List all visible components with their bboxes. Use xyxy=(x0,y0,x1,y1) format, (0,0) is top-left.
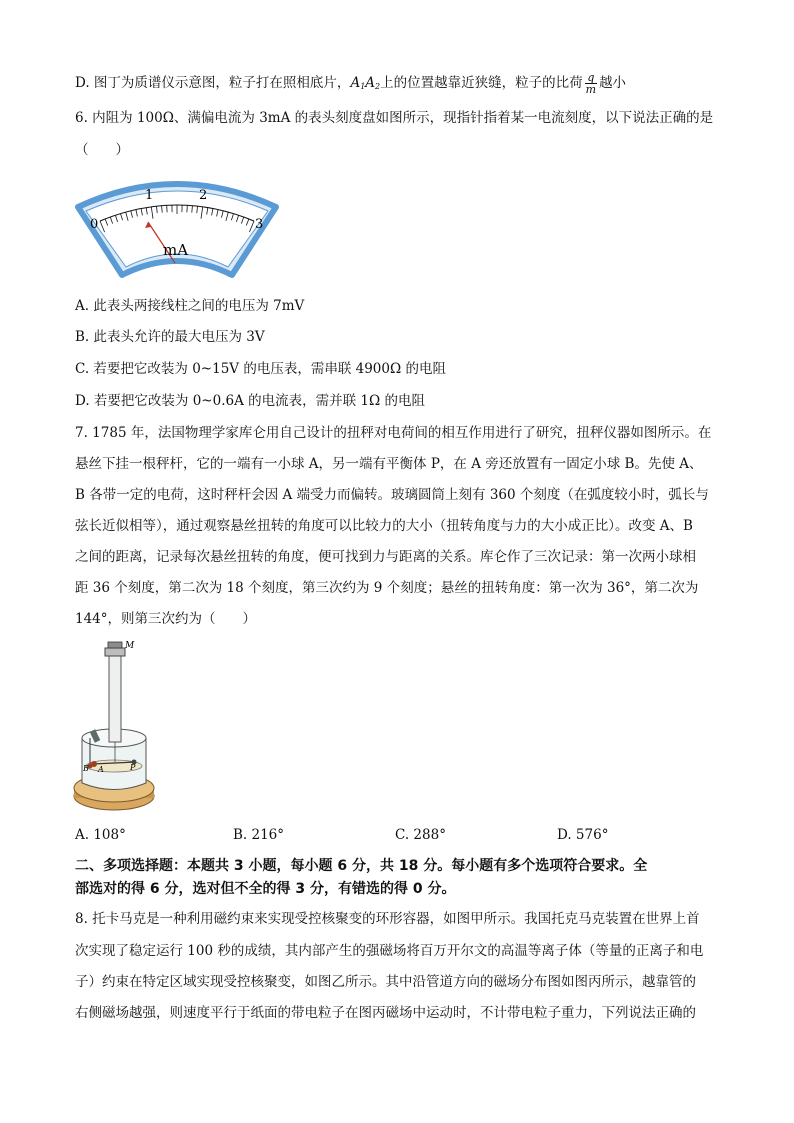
q8-line-1: 8. 托卡马克是一种利用磁约束来实现受控核聚变的环形容器，如图甲所示。我国托克马克装置在世界上首 xyxy=(75,911,700,927)
q7-line-7: 144°，则第三次约为（ ） xyxy=(75,611,257,627)
section-2-heading-line-1: 二、多项选择题：本题共 3 小题，每小题 6 分，共 18 分。每小题有多个选项符合要求。全 xyxy=(75,858,648,874)
q5-option-d xyxy=(75,72,626,96)
charge-mass-fraction xyxy=(585,72,597,95)
q6-answer-paren: （ ） xyxy=(75,142,129,158)
tick-label-3: 3 xyxy=(255,217,264,232)
q7-line-2: 悬丝下挂一根秤杆，它的一端有一小球 A，另一端有平衡体 P，在 A 旁还放置有一固定小球 B。先使 A、 xyxy=(75,456,703,472)
label-a: A xyxy=(98,765,104,774)
tick-label-0: 0 xyxy=(90,217,99,232)
frac-denominator: m xyxy=(585,83,597,96)
q5d-mid: 上的位置越靠近狭缝，粒子的比荷 xyxy=(380,75,583,91)
q8-line-4: 右侧磁场越强，则速度平行于纸面的带电粒子在图丙磁场中运动时，不计带电粒子重力，下列说法正确的 xyxy=(75,1005,696,1021)
label-b: B xyxy=(83,764,89,773)
q7-choice-d: D. 576° xyxy=(557,827,609,843)
q7-line-6: 距 36 个刻度，第二次为 18 个刻度，第三次约为 9 个刻度；悬丝的扭转角度：第一次为 36°，第二次为 xyxy=(75,580,699,596)
tube xyxy=(109,656,121,742)
q7-line-3: B 各带一定的电荷，这时秤杆会因 A 端受力而偏转。玻璃圆筒上刻有 360 个刻度（在弧度较小时，弧长与 xyxy=(75,487,709,503)
q7-choice-b: B. 216° xyxy=(233,827,285,843)
a1-label: A xyxy=(350,75,361,91)
q6-option-c: C. 若要把它改装为 0~15V 的电压表，需串联 4900Ω 的电阻 xyxy=(75,361,446,377)
q7-line-1: 7. 1785 年，法国物理学家库仑用自己设计的扭秤对电荷间的相互作用进行了研究，扭秤仪器如图所示。在 xyxy=(75,425,712,441)
q5d-text: D. 图丁为质谱仪示意图，粒子打在照相底片， xyxy=(75,75,351,91)
label-p: P xyxy=(130,763,136,772)
section-2-heading-line-2: 部选对的得 6 分，选对但不全的得 3 分，有错选的得 0 分。 xyxy=(75,881,456,897)
tick-label-1: 1 xyxy=(145,188,154,203)
q6-option-a: A. 此表头两接线柱之间的电压为 7mV xyxy=(75,298,305,314)
a2-label: A xyxy=(365,75,376,91)
q7-choice-a: A. 108° xyxy=(75,827,126,843)
ammeter-dial-figure xyxy=(72,175,282,287)
meter-unit-label: mA xyxy=(163,241,189,259)
label-m: M xyxy=(125,641,135,651)
q8-line-3: 子）约束在特定区域实现受控核聚变，如图乙所示。其中沿管道方向的磁场分布图如图丙所示，越靠管的 xyxy=(75,974,696,990)
q8-line-2: 次实现了稳定运行 100 秒的成绩，其内部产生的强磁场将百万开尔文的高温等离子体（等量的正离子和电 xyxy=(75,943,704,959)
q5d-suffix: 越小 xyxy=(599,75,627,91)
tick-label-2: 2 xyxy=(199,188,208,203)
a2-sub: 2 xyxy=(375,82,381,91)
frac-numerator: q xyxy=(585,72,597,84)
q7-line-4: 弦长近似相等），通过观察悬丝扭转的角度可以比较力的大小（扭转角度与力的大小成正比）。改变 A、B xyxy=(75,518,693,534)
q6-stem: 6. 内阻为 100Ω、满偏电流为 3mA 的表头刻度盘如图所示，现指针指着某一电流刻度，以下说法正确的是 xyxy=(75,110,714,126)
torsion-balance-figure xyxy=(72,638,162,816)
a1-sub: 1 xyxy=(360,82,366,91)
q7-choice-c: C. 288° xyxy=(395,827,446,843)
q6-option-b: B. 此表头允许的最大电压为 3V xyxy=(75,329,265,345)
q6-option-d: D. 若要把它改装为 0~0.6A 的电流表，需并联 1Ω 的电阻 xyxy=(75,393,425,409)
q7-line-5: 之间的距离，记录每次悬丝扭转的角度，便可找到力与距离的关系。库仑作了三次记录：第一次两小球相 xyxy=(75,549,696,565)
